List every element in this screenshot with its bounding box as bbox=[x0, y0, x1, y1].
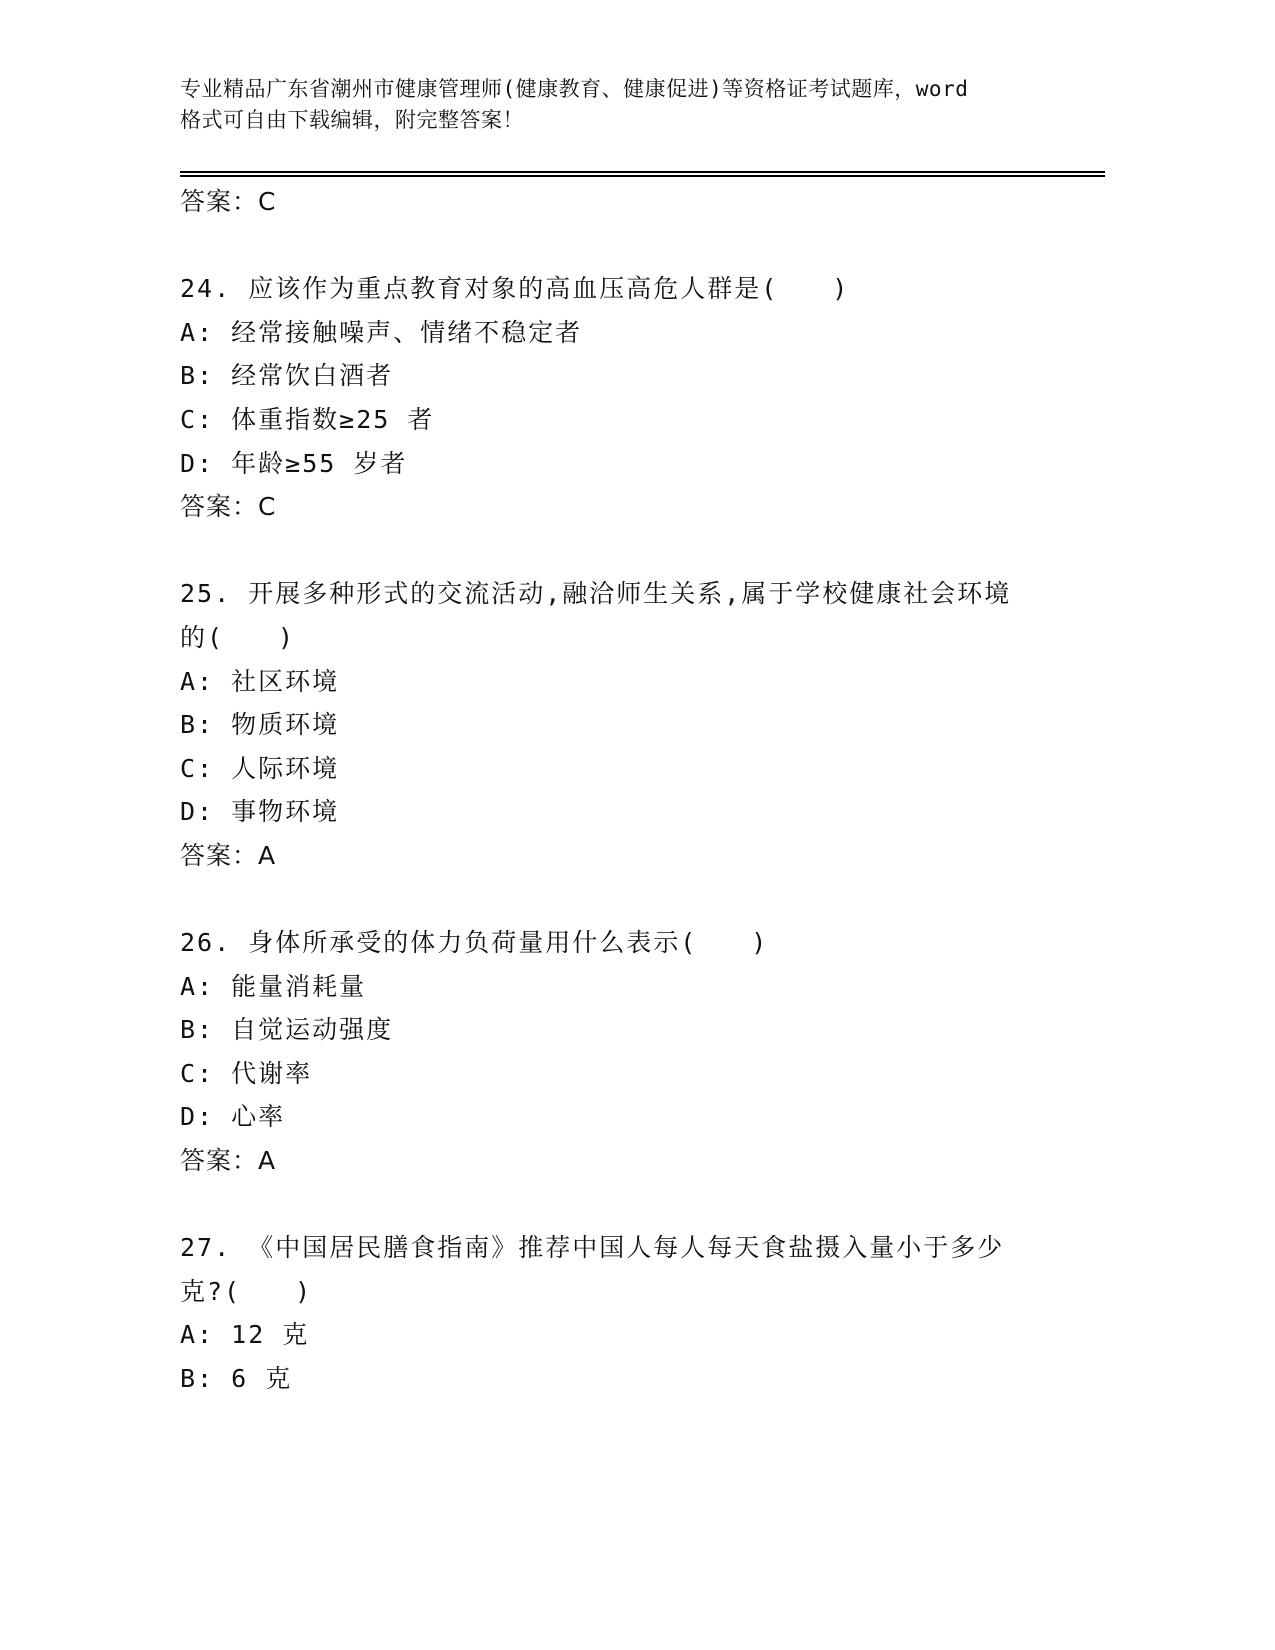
option-item: A: 社区环境 bbox=[180, 666, 340, 696]
option-item: B: 物质环境 bbox=[180, 710, 340, 740]
question-text: 24. 应该作为重点教育对象的高血压高危人群是( ) bbox=[180, 274, 850, 304]
answer-line: 答案：C bbox=[180, 187, 277, 216]
answer-line: 答案：C bbox=[180, 492, 277, 522]
header-divider-bottom bbox=[180, 175, 1105, 177]
answer-line: 答案：A bbox=[180, 1146, 277, 1176]
option-item: C: 代谢率 bbox=[180, 1058, 313, 1088]
question-block bbox=[180, 921, 1060, 1183]
question-text: 克?( ) bbox=[180, 1276, 313, 1306]
question-block bbox=[180, 572, 1060, 877]
question-block bbox=[180, 1226, 1060, 1400]
document-header bbox=[180, 74, 1060, 136]
option-item: D: 年龄≥55 岁者 bbox=[180, 448, 408, 478]
header-divider-top bbox=[180, 171, 1105, 173]
option-item: B: 6 克 bbox=[180, 1364, 293, 1394]
answer-line: 答案：A bbox=[180, 840, 277, 870]
option-item: C: 人际环境 bbox=[180, 753, 340, 783]
question-block bbox=[180, 267, 1060, 529]
header-line-1: 专业精品广东省潮州市健康管理师(健康教育、健康促进)等资格证考试题库，word bbox=[180, 77, 969, 101]
spacer bbox=[180, 224, 1060, 268]
question-text: 27. 《中国居民膳食指南》推荐中国人每人每天食盐摄入量小于多少 bbox=[180, 1233, 1005, 1263]
option-item: A: 能量消耗量 bbox=[180, 971, 367, 1001]
spacer bbox=[180, 529, 1060, 573]
question-list bbox=[180, 180, 1060, 1401]
question-text: 的( ) bbox=[180, 622, 296, 652]
option-item: C: 体重指数≥25 者 bbox=[180, 404, 435, 434]
option-item: B: 自觉运动强度 bbox=[180, 1015, 394, 1045]
option-item: B: 经常饮白酒者 bbox=[180, 361, 394, 391]
option-item: D: 事物环境 bbox=[180, 797, 340, 827]
option-item: A: 12 克 bbox=[180, 1320, 310, 1350]
spacer bbox=[180, 878, 1060, 922]
question-text: 26. 身体所承受的体力负荷量用什么表示( ) bbox=[180, 928, 769, 958]
option-item: A: 经常接触噪声、情绪不稳定者 bbox=[180, 317, 583, 347]
header-line-2: 格式可自由下载编辑，附完整答案！ bbox=[180, 108, 524, 132]
question-text: 25. 开展多种形式的交流活动,融洽师生关系,属于学校健康社会环境 bbox=[180, 579, 1012, 609]
spacer bbox=[180, 1183, 1060, 1227]
option-item: D: 心率 bbox=[180, 1102, 286, 1132]
